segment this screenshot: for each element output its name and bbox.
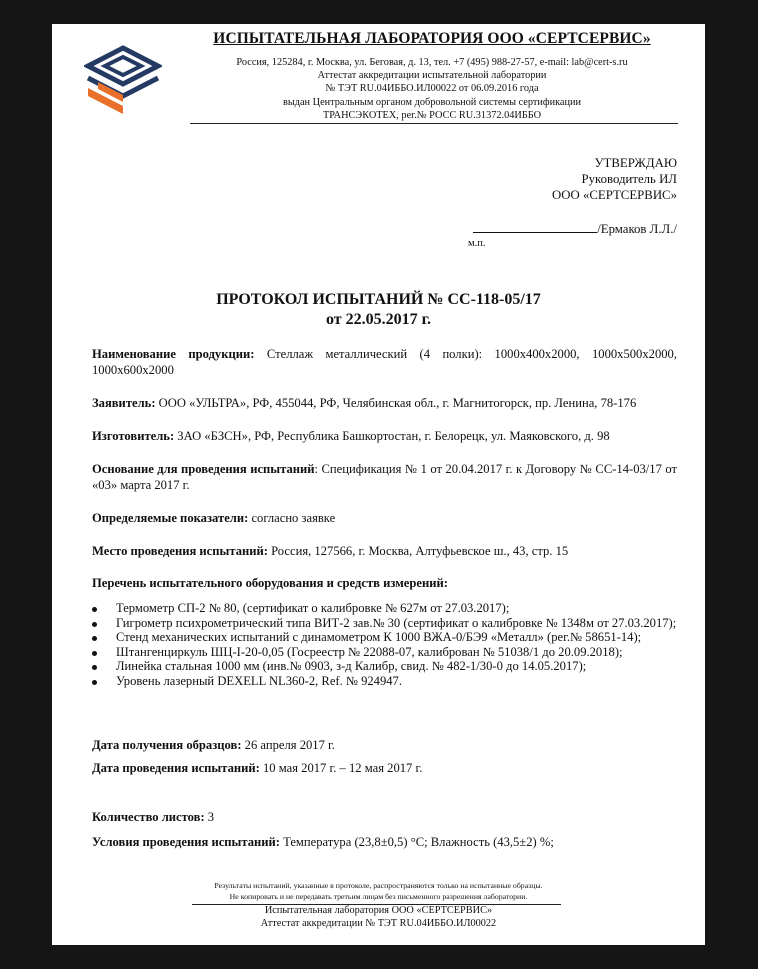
sheets-value: 3 (204, 810, 215, 824)
indicators-value: согласно заявке (248, 511, 336, 525)
conditions-value: Температура (23,8±0,5) °С; Влажность (43,5±2) %; (279, 835, 554, 849)
product-value: Стеллаж металлический (4 полки): 1000х400х2000, 1000х500х2000, 1000х600х2000 (92, 347, 677, 377)
bullet-icon (92, 636, 97, 641)
protocol-date: от 22.05.2017 г. (325, 311, 432, 328)
applicant-label: Заявитель: (92, 396, 156, 410)
company-logo-icon (84, 44, 162, 114)
header-divider (190, 123, 678, 124)
basis-field (92, 462, 677, 493)
bullet-icon (92, 680, 97, 685)
conditions-field (92, 835, 677, 851)
signature-line (473, 220, 677, 237)
received-label: Дата получения образцов: (92, 738, 242, 752)
lab-header-title: ИСПЫТАТЕЛЬНАЯ ЛАБОРАТОРИЯ ООО «СЕРТСЕРВИС» (213, 30, 651, 47)
maker-field (92, 429, 677, 445)
received-value: 26 апреля 2017 г. (241, 738, 335, 752)
header-accreditation: Аттестат аккредитации испытательной лаборатории (317, 70, 547, 82)
place-label: Место проведения испытаний: (92, 544, 268, 558)
place-value: Россия, 127566, г. Москва, Алтуфьевское ш., 43, стр. 15 (267, 544, 569, 558)
equipment-heading (92, 576, 677, 592)
conditions-label: Условия проведения испытаний: (92, 835, 280, 849)
equipment-item-text: Штангенциркуль ШЦ-I-20-0,05 (Госреестр № 22088-07, калиброван № 51038/1 до 20.09.2018); (116, 644, 623, 659)
sheets-field (92, 810, 677, 826)
header-issuer: выдан Центральным органом добровольной системы сертификации (282, 96, 582, 108)
maker-label: Изготовитель: (92, 429, 175, 443)
test-dates-field (92, 761, 677, 777)
equipment-list (92, 601, 677, 689)
test-dates-value: 10 мая 2017 г. – 12 мая 2017 г. (259, 761, 423, 775)
footer-note-1: Результаты испытаний, указанные в протоколе, распространяются только на испытанные образцы. (214, 881, 543, 890)
basis-label: Основание для проведения испытаний (92, 462, 315, 476)
equipment-item-text: Термометр СП-2 № 80, (сертификат о калибровке № 627м от 27.03.2017); (116, 601, 510, 615)
stamp-place: м.п. (468, 238, 486, 249)
equipment-item-text: Стенд механических испытаний с динамометром К 1000 ВЖА-0/БЭ9 «Металл» (рег.№ 58651-14); (116, 630, 642, 645)
maker-value: ЗАО «БЗСН», РФ, Республика Башкортостан, г. Белорецк, ул. Маяковского, д. 98 (174, 429, 610, 443)
approval-company: ООО «СЕРТСЕРВИС» (552, 188, 677, 202)
list-item (92, 659, 677, 674)
indicators-label: Определяемые показатели: (92, 511, 249, 525)
bullet-icon (92, 607, 97, 612)
product-field (92, 347, 677, 378)
signature-blank (473, 220, 597, 233)
header-address: Россия, 125284, г. Москва, ул. Беговая, д. 13, тел. +7 (495) 988-27-57, e-mail: lab@cert-s.ru (236, 57, 628, 68)
list-item (92, 601, 677, 616)
list-item (92, 630, 677, 645)
equipment-heading-text: Перечень испытательного оборудования и средств измерений: (92, 576, 448, 590)
equipment-item-text: Гигрометр психрометрический типа ВИТ-2 зав.№ 30 (сертификат о калибровке № 1348м от 27.03.2017); (116, 615, 677, 630)
header-accreditation-number: № ТЭТ RU.04ИББО.ИЛ00022 от 06.09.2016 года (325, 83, 539, 95)
protocol-title (52, 290, 705, 330)
protocol-number: ПРОТОКОЛ ИСПЫТАНИЙ № СС-118-05/17 (216, 291, 541, 308)
footer-accreditation: Аттестат аккредитации № ТЭТ RU.04ИББО.ИЛ00022 (260, 917, 497, 929)
approval-role: Руководитель ИЛ (581, 172, 677, 186)
header-registration: ТРАНСЭКОТЕХ, рег.№ РОСС RU.31372.04ИББО (322, 109, 542, 121)
bullet-icon (92, 651, 97, 656)
received-field (92, 738, 677, 754)
list-item (92, 645, 677, 660)
approval-heading: УТВЕРЖДАЮ (594, 156, 677, 170)
applicant-value: ООО «УЛЬТРА», РФ, 455044, РФ, Челябинская обл., г. Магнитогорск, пр. Ленина, 78-176 (155, 396, 637, 410)
signature-name: /Ермаков Л.Л./ (597, 222, 677, 236)
approval-block (377, 155, 677, 203)
product-label: Наименование продукции: (92, 347, 255, 361)
footer-note-2: Не копировать и не передавать третьим лицам без письменного разрешения лаборатории. (229, 892, 528, 901)
bullet-icon (92, 622, 97, 627)
equipment-item-text: Уровень лазерный DEXELL NL360-2, Ref. № 924947. (116, 673, 403, 688)
indicators-field (92, 511, 677, 527)
document-page (52, 24, 705, 945)
footer-lab-name: Испытательная лаборатория ООО «СЕРТСЕРВИС» (264, 905, 493, 916)
place-field (92, 544, 677, 560)
basis-value: : Спецификация № 1 от 20.04.2017 г. к Договору № СС-14-03/17 от «03» марта 2017 г. (92, 462, 677, 492)
applicant-field (92, 396, 677, 412)
list-item (92, 616, 677, 631)
footer-lab-info (52, 905, 705, 930)
equipment-item-text: Линейка стальная 1000 мм (инв.№ 0903, з-д Калибр, свид. № 482-1/30-0 до 14.05.2017); (116, 659, 587, 674)
bullet-icon (92, 665, 97, 670)
footer-disclaimer (52, 880, 705, 902)
list-item (92, 674, 677, 689)
lab-header-details (152, 56, 705, 122)
sheets-label: Количество листов: (92, 810, 205, 824)
test-dates-label: Дата проведения испытаний: (92, 761, 260, 775)
